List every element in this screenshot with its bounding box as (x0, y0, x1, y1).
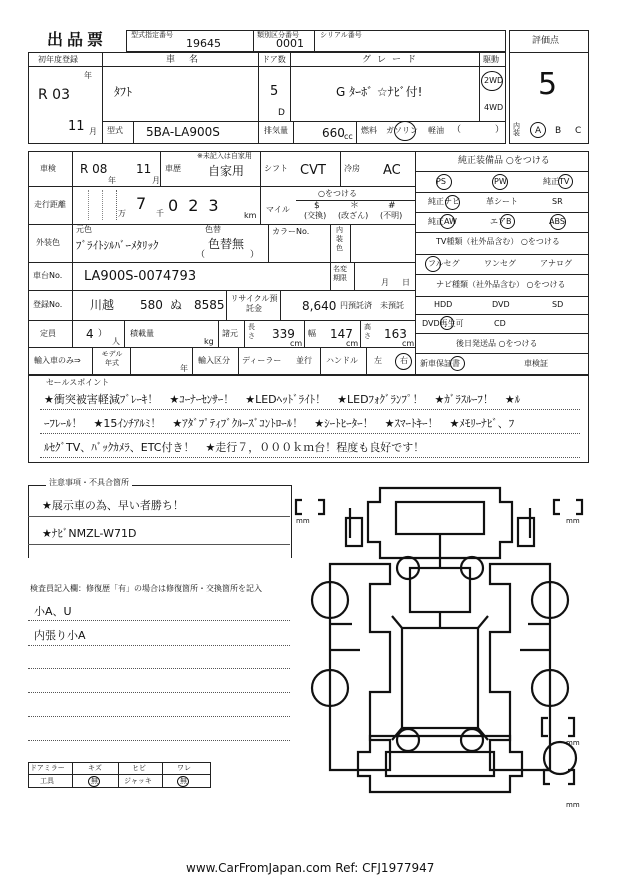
interior-a: A (535, 126, 542, 136)
navi-dvd: DVD (492, 300, 510, 309)
first-reg-month: 11 (68, 119, 85, 134)
color-no-label: カラーNo. (272, 227, 310, 236)
first-reg-era: R 03 (38, 87, 70, 103)
navi-dvd-play-circle (440, 316, 454, 330)
reg-class: 580 (140, 298, 163, 312)
color-paren-r: ） (250, 250, 260, 260)
capacity-label: 定員 (40, 329, 56, 338)
color-change: 色替無 (208, 237, 245, 251)
handle-left: 左 (374, 356, 382, 365)
tv-oneseg: ワンセグ (484, 259, 516, 268)
notes-line-2: ★ﾅﾋﾞNMZL-W71D (42, 527, 137, 540)
height-label: 高さ (364, 323, 371, 340)
name-change-label: 名変期限 (333, 265, 347, 282)
equip-aw: 純正AW (428, 217, 457, 226)
ac: AC (383, 163, 401, 178)
width: 147 (330, 327, 353, 341)
later-label (456, 340, 538, 348)
interior-color-label: 内装色 (336, 226, 343, 252)
handle-right-circle (395, 353, 412, 370)
shaken-label: 車検 (40, 164, 56, 173)
height-cm: cm (402, 339, 415, 348)
legend-tools-val: 無 (91, 777, 98, 785)
cc-unit: cc (344, 132, 353, 141)
equip-pw: PW (494, 177, 507, 186)
drive-2wd-circle (481, 71, 503, 91)
man-unit: 万 (118, 209, 126, 218)
chassis-number: LA900S-0074793 (84, 269, 197, 284)
recycle-label: リサイクル預託金 (230, 294, 278, 313)
mile-label: マイル (266, 205, 290, 214)
legend-jack-circle (177, 776, 189, 787)
import-class-label: 輸入区分 (198, 356, 230, 365)
parallel: 並行 (296, 356, 312, 365)
color-paren-l: （ (196, 250, 206, 260)
equip-abs: ABS (549, 217, 565, 226)
height: 163 (384, 327, 407, 341)
tv-fullseg-circle (425, 256, 441, 272)
notes-box (28, 485, 292, 558)
sen-unit: 千 (156, 209, 164, 218)
diesel-paren-r: ） (495, 125, 505, 135)
history-note: ※未記入は自家用 (197, 152, 252, 160)
interior-c: C (575, 126, 582, 136)
equip-navi: 純正ナビ (428, 197, 460, 206)
car-name: ﾀﾌﾄ (114, 85, 133, 99)
tire-mm-rear-right: mm (566, 739, 580, 747)
car-damage-diagram (290, 478, 590, 818)
equip-tv-circle (558, 174, 573, 189)
equip-pw-circle (492, 174, 508, 190)
handle-label: ハンドル (326, 356, 358, 365)
tv-type-hint: ○をつける (520, 237, 560, 246)
mileage-man: 7 (136, 194, 147, 213)
altered-text: 改ざん (341, 211, 366, 220)
shift: CVT (300, 163, 326, 178)
interior-a-circle (530, 122, 546, 138)
footer-reference: www.CarFromJapan.com Ref: CFJ1977947 (186, 861, 435, 875)
legend-door-mirror: ドアミラー (30, 764, 65, 772)
month-unit: 月 (89, 127, 97, 136)
mark-altered: ＊ (350, 201, 360, 211)
navi-hdd: HDD (434, 300, 453, 309)
sales-line-2: ｰﾌﾚｰﾙ！ ★15ｲﾝﾁｱﾙﾐ！ ★ｱﾀﾞﾌﾟﾃｨﾌﾞｸﾙｰｽﾞｺﾝﾄﾛｰﾙ！ ★ｼｰﾄﾋｰﾀｰ！ ★ｽﾏｰﾄｷｰ！ ★ﾒﾓﾘｰﾅﾋﾞ、ﾌ (44, 417, 515, 430)
model-type: 5BA-LA900S (146, 125, 220, 139)
later-hint: ○をつける (498, 339, 538, 348)
model-designation-label: 型式指定番号 (131, 31, 173, 39)
legend-jack-val: 無 (180, 777, 187, 785)
equip-airbag: エアB (490, 217, 512, 226)
legend-jack: ジャッキ (124, 777, 152, 785)
navi-cd: CD (494, 319, 506, 328)
width-label: 幅 (308, 329, 316, 338)
drive-label: 駆動 (483, 55, 499, 64)
model-designation-number: 19645 (186, 37, 221, 50)
later-warranty: 新車保証書 (420, 359, 460, 368)
displacement-label: 排気量 (264, 126, 288, 135)
mileage-label: 走行距離 (34, 200, 66, 209)
diesel-paren-l: （ (452, 125, 462, 135)
interior-b: B (555, 126, 562, 136)
reg-number: 8585 (194, 298, 225, 312)
recycle-status: 円預託済 (340, 301, 372, 310)
navi-dvd-play: DVD再生可 (422, 319, 464, 328)
color-change-label: 色替 (205, 225, 221, 234)
header-codes-box (126, 30, 506, 52)
first-reg-label: 初年度登録 (38, 55, 78, 64)
dealer: ディーラー (242, 356, 282, 365)
tv-fullseg: フルセグ (428, 259, 460, 268)
equip-navi-circle (445, 195, 460, 210)
reg-area: 川越 (90, 298, 115, 312)
legend-crack: ヒビ (132, 764, 146, 772)
doors-label: ドア数 (262, 55, 286, 64)
exchange-text: 交換 (307, 211, 324, 220)
equip-tv: 純正TV (543, 177, 570, 186)
tv-analog: アナログ (540, 259, 572, 268)
sales-line-1: ★衝突被害軽減ﾌﾞﾚｰｷ！ ★ｺｰﾅｰｾﾝｻｰ！ ★LEDﾍｯﾄﾞﾗｲﾄ！ ★LEDﾌｫｸﾞﾗﾝﾌﾟ！ ★ｶﾞﾗｽﾙｰﾌ！ ★ﾙ (44, 393, 521, 406)
altered-label: (改ざん) (338, 211, 369, 220)
displacement: 660 (322, 126, 345, 140)
load-label: 積載量 (130, 329, 154, 338)
later-text: 後日発送品 (456, 339, 496, 348)
score-value: 5 (538, 67, 558, 102)
handle-right: 右 (400, 356, 408, 365)
mileage-circle-hint: ○をつける (318, 189, 357, 198)
person-unit: 人 (112, 337, 120, 346)
model-year-label: モデル年式 (101, 350, 123, 367)
serial-label: シリアル番号 (320, 31, 362, 39)
sales-line-3: ﾙｾｸﾞTV、ﾊﾞｯｸｶﾒﾗ、ETC付き！ ★走行７，０００ｋｍ台！程度も良好です！ (44, 441, 425, 454)
kg-unit: kg (204, 337, 214, 346)
drive-4wd: 4WD (484, 103, 504, 112)
name-change-day-unit: 日 (402, 278, 410, 287)
width-cm: cm (346, 339, 359, 348)
name-change-month-unit: 月 (381, 278, 389, 287)
fuel-gasoline-circle (394, 121, 416, 141)
factory-equip-hint: ○をつける (505, 156, 550, 166)
equip-sr: SR (552, 197, 563, 206)
year-unit: 年 (84, 71, 92, 80)
fuel-gasoline: ガソリン (386, 126, 418, 135)
unknown-label: (不明) (380, 211, 403, 220)
score-label: 評価点 (532, 36, 560, 46)
equip-ps: PS (436, 177, 446, 186)
shaken-month: 11 (136, 162, 152, 176)
shaken-month-unit: 月 (152, 176, 160, 185)
notes-line-1: ★展示車の為、早い者勝ち！ (42, 499, 184, 512)
navi-type-hint: ○をつける (526, 280, 566, 289)
class-number-label: 類別区分番号 (257, 31, 299, 39)
mileage-digit-1: 0 (168, 196, 189, 215)
grade: G ﾀｰﾎﾞ ☆ﾅﾋﾞ付! (336, 85, 423, 99)
length: 339 (272, 327, 295, 341)
chassis-label: 車台No. (33, 271, 63, 280)
mileage-digits (168, 196, 229, 215)
navi-sd: SD (552, 300, 564, 309)
equip-abs-circle (550, 214, 566, 230)
legend-tools-circle (88, 776, 100, 787)
history: 自家用 (208, 164, 245, 178)
inspector-line-1: 小A、U (34, 605, 72, 618)
factory-equip-text: 純正装備品 (458, 156, 504, 166)
fuel-label: 燃料 (361, 126, 377, 135)
capacity-paren: ） (98, 329, 108, 339)
import-label: 輸入車のみ⇒ (34, 356, 81, 365)
exterior-color-label: 外装色 (36, 238, 60, 247)
length-label: 長さ (248, 323, 255, 340)
equip-leather: 革シート (486, 197, 518, 206)
fuel-diesel: 軽油 (428, 126, 444, 135)
recycle-amount: 8,640 (302, 299, 337, 313)
doors-count: 5 (270, 84, 279, 99)
door-suffix: D (278, 108, 285, 118)
navi-type-label (436, 281, 566, 289)
tv-type-label (436, 238, 560, 246)
later-warranty-circle (450, 356, 465, 371)
later-shaken: 車検証 (524, 359, 548, 368)
capacity: 4 (86, 327, 94, 341)
km-unit: km (244, 211, 257, 220)
shaken-era: R 08 (80, 162, 108, 176)
mileage-man-cells (76, 190, 117, 220)
legend-tools: 工具 (40, 777, 54, 785)
orig-color: ﾌﾞﾗｲﾄｼﾙﾊﾞｰﾒﾀﾘｯｸ (76, 239, 159, 252)
tire-mm-front-left: mm (296, 517, 310, 525)
grade-label: グレード (362, 55, 423, 65)
equip-ps-circle (436, 174, 452, 190)
navi-type-text: ナビ種類（社外品含む） (436, 280, 524, 289)
tire-mm-spare: mm (566, 801, 580, 809)
recycle-unpaid: 未預託 (380, 301, 404, 310)
mileage-digit-2: 2 (188, 196, 209, 215)
inspector-line-2: 内張り小A (34, 629, 86, 642)
legend-break: ワレ (177, 764, 191, 772)
car-name-label: 車名 (166, 55, 213, 65)
inspector-label: 検査員記入欄：修復歴「有」の場合は修復箇所・交換箇所を記入 (30, 584, 262, 593)
exchange-label: (交換) (304, 211, 327, 220)
tv-type-text: TV種類（社外品含む） (436, 237, 519, 246)
length-cm: cm (290, 339, 303, 348)
equip-aw-circle (440, 214, 455, 229)
mark-exchange: $ (314, 201, 320, 211)
shift-label: シフト (264, 164, 288, 173)
sales-label: セールスポイント (46, 378, 110, 387)
tire-mm-front-right: mm (566, 517, 580, 525)
legend-scratch: キズ (88, 764, 102, 772)
ac-label: 冷房 (344, 164, 360, 173)
mark-unknown: # (388, 201, 396, 211)
interior-label: 内装 (513, 122, 520, 137)
factory-equip-label (458, 157, 550, 166)
orig-color-label: 元色 (76, 225, 92, 234)
shaken-year-unit: 年 (108, 176, 116, 185)
model-type-label: 型式 (107, 126, 123, 135)
drive-2wd: 2WD (484, 76, 504, 85)
class-number: 0001 (276, 37, 304, 50)
unknown-text: 不明 (383, 211, 400, 220)
notes-label: 注意事項・不具合箇所 (46, 479, 132, 487)
reg-label: 登録No. (33, 300, 63, 309)
reg-kana: ぬ (170, 298, 183, 312)
history-label: 車歴 (165, 164, 181, 173)
dims-label: 諸元 (222, 329, 238, 338)
mileage-digit-3: 3 (208, 196, 229, 215)
model-year-unit: 年 (180, 364, 188, 373)
equip-airbag-circle (500, 214, 515, 229)
sheet-title: 出品票 (47, 30, 108, 49)
